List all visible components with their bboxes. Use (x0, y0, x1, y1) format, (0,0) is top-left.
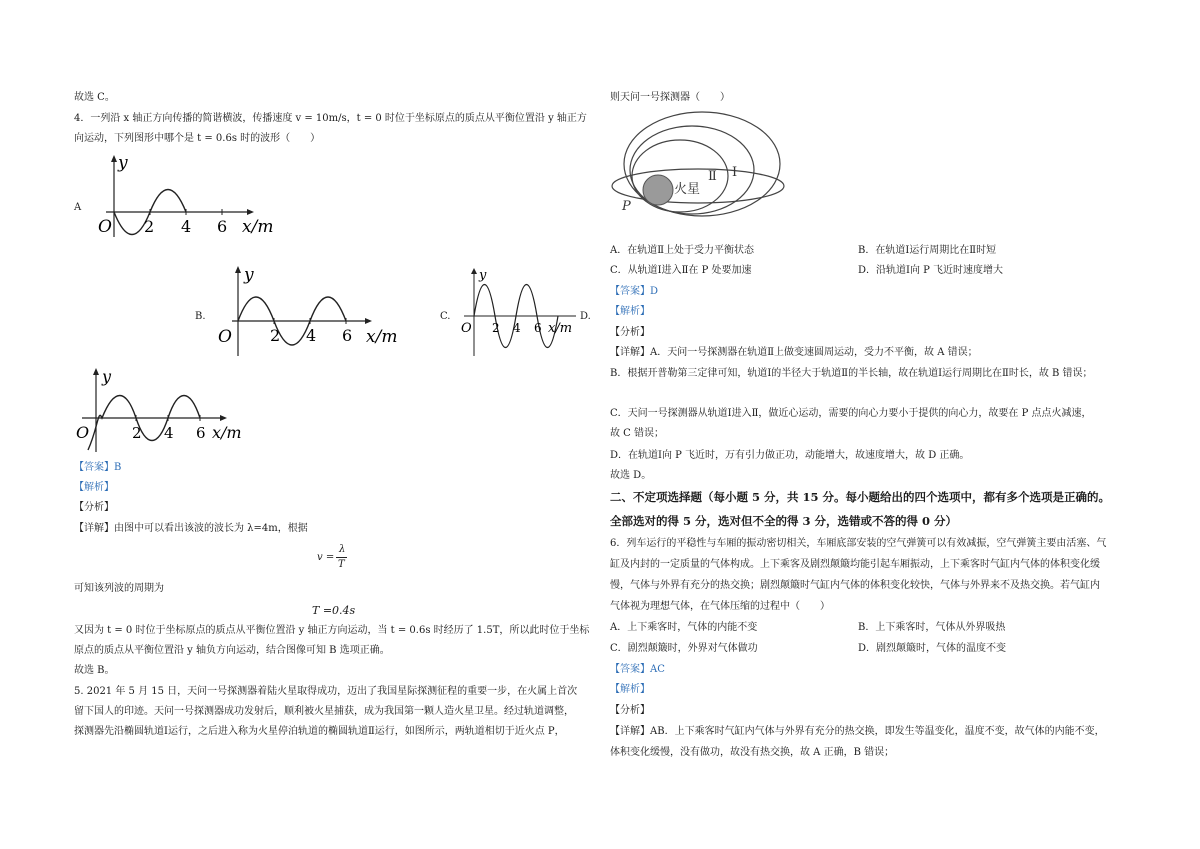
text-line: 故选 C。 (74, 92, 115, 103)
tick-label: 6 (217, 217, 228, 236)
option-d: D．剧烈颠簸时，气体的温度不变 (858, 643, 1007, 654)
axis-x-label: x/m (366, 327, 398, 347)
axis-y-label: y (244, 265, 254, 285)
origin-label: O (76, 423, 90, 442)
mars-label: 火星 (674, 182, 701, 197)
option-b: B．在轨道Ⅰ运行周期比在Ⅱ时短 (858, 245, 997, 256)
wave-graph-a (86, 152, 291, 244)
section-heading: 全部选对的得 5 分，选对但不全的得 3 分，选错或不答的得 0 分） (610, 514, 958, 528)
question-6-text: 缸及内封的一定质量的气体构成。上下乘客及剧烈颠簸均能引起车厢振动，上下乘客时气缸内气体的体积变化缓 (610, 559, 1100, 570)
text-line: 可知该列波的周期为 (74, 583, 164, 594)
option-a-label: A (74, 202, 82, 213)
answer-tag: 【答案】AC (610, 664, 665, 675)
question-5-text: 5. 2021 年 5 月 15 日，天问一号探测器着陆火星取得成功，迈出了我国星际探测征程的重要一步，在火属上首次 (74, 686, 578, 697)
text-line: 故选 B。 (74, 665, 115, 676)
axis-y-label: y (118, 153, 128, 173)
tick-label: 4 (306, 326, 317, 345)
tick-label: 2 (492, 321, 500, 335)
option-a: A．上下乘客时，气体的内能不变 (610, 622, 758, 633)
answer-tag: 【答案】B (74, 462, 122, 473)
detail-text: 又因为 t = 0 时位于坐标原点的质点从平衡位置沿 y 轴正方向运动，当 t = 0.6s 时经历了 1.5T，所以此时位于坐标 (74, 625, 590, 636)
tick-label: 2 (270, 326, 281, 345)
question-4-text: 4．一列沿 x 轴正方向传播的简谐横波，传播速度 v = 10m/s，t = 0 时位于坐标原点的质点从平衡位置沿 y 轴正方 (74, 113, 587, 124)
question-6-text: 6．列车运行的平稳性与车厢的振动密切相关，车厢底部安装的空气弹簧可以有效减振，空气弹簧主要由活塞、气 (610, 538, 1107, 549)
fenxi-tag: 【分析】 (74, 502, 114, 513)
wave-graph-b (214, 264, 409, 359)
text-line: 故选 D。 (610, 470, 652, 481)
analysis-tag: 【解析】 (74, 482, 114, 493)
tick-label: 6 (196, 424, 206, 442)
answer-tag: 【答案】D (610, 286, 659, 297)
analysis-tag: 【解析】 (610, 306, 650, 317)
period-value: T =0.4s (312, 604, 356, 617)
detail-text: B．根据开普勒第三定律可知，轨道Ⅰ的半径大于轨道Ⅱ的半长轴，故在轨道Ⅰ运行周期比在Ⅱ时长，故 B 错误； (610, 368, 1093, 379)
tick-label: 4 (164, 424, 174, 442)
tick-label: 4 (181, 217, 192, 236)
option-a: A．在轨道Ⅱ上处于受力平衡状态 (610, 245, 755, 256)
question-6-text: 慢，气体与外界有充分的热交换；剧烈颠簸时气缸内气体的体积变化较快，气体与外界来不及热交换。若气缸内 (610, 580, 1100, 591)
question-6-text: 气体视为理想气体，在气体压缩的过程中（ ） (610, 601, 830, 612)
detail-text: C．天问一号探测器从轨道Ⅰ进入Ⅱ，做近心运动，需要的向心力要小于提供的向心力，故要在 P 点点火减速， (610, 408, 1092, 419)
option-d-label: D. (580, 311, 591, 322)
question-5-text: 探测器先沿椭圆轨道Ⅰ运行，之后进入称为火星停泊轨道的椭圆轨道Ⅱ运行，如图所示，两轨道相切于近火点 P， (74, 726, 565, 737)
detail-text: 故 C 错误； (610, 428, 665, 439)
analysis-tag: 【解析】 (610, 684, 650, 695)
origin-label: O (218, 327, 232, 347)
tick-label: 4 (513, 321, 521, 335)
text-line: 则天问一号探测器（ ） (610, 92, 730, 103)
option-d: D．沿轨道Ⅰ向 P 飞近时速度增大 (858, 265, 1004, 276)
option-c: C．从轨道Ⅰ进入Ⅱ在 P 处要加速 (610, 265, 752, 276)
orbit-1-label: Ⅰ (732, 165, 738, 180)
option-c-label: C. (440, 311, 451, 322)
option-b: B．上下乘客时，气体从外界吸热 (858, 622, 1006, 633)
axis-x-label: x/m (242, 217, 274, 237)
detail-text: 【详解】AB．上下乘客时气缸内气体与外界有充分的热交换，即发生等温变化，温度不变，故气体的内能不变， (610, 726, 1105, 737)
detail-text: D．在轨道Ⅰ向 P 飞近时，万有引力做正功，动能增大，故速度增大，故 D 正确。 (610, 450, 970, 461)
fenxi-tag: 【分析】 (610, 705, 650, 716)
axis-x-label: x/m (548, 321, 573, 336)
origin-label: O (98, 217, 112, 237)
question-4-text: 向运动，下列图形中哪个是 t = 0.6s 时的波形（ ） (74, 133, 321, 144)
detail-text: 【详解】A．天问一号探测器在轨道Ⅱ上做变速圆周运动，受力不平衡，故 A 错误； (610, 347, 978, 358)
detail-text: 体积变化缓慢，没有做功，故没有热交换，故 A 正确，B 错误； (610, 747, 895, 758)
wave-graph-c (458, 266, 578, 358)
mars-sphere (643, 175, 673, 205)
orbit-2-label: Ⅱ (708, 169, 717, 184)
point-p-label: P (622, 199, 631, 214)
tick-label: 2 (132, 424, 142, 442)
tick-label: 2 (144, 217, 155, 236)
tick-label: 6 (342, 326, 353, 345)
fenxi-tag: 【分析】 (610, 327, 650, 338)
detail-text: 原点的质点从平衡位置沿 y 轴负方向运动，结合图像可知 B 选项正确。 (74, 645, 390, 656)
axis-y-label: y (102, 367, 112, 386)
option-b-label: B. (195, 311, 206, 322)
axis-x-label: x/m (212, 423, 242, 442)
question-5-text: 留下国人的印迹。天问一号探测器成功发射后，顺利被火星捕获，成为我国第一颗人造火星卫星。经过轨道调整， (74, 706, 574, 717)
option-c: C．剧烈颠簸时，外界对气体做功 (610, 643, 758, 654)
tick-label: 6 (534, 321, 542, 335)
origin-label: O (461, 321, 472, 336)
section-heading: 二、不定项选择题（每小题 5 分，共 15 分。每小题给出的四个选项中，都有多个选项是正确的。 (610, 490, 1111, 504)
wave-graph-d (74, 366, 244, 456)
axis-y-label: y (479, 268, 487, 283)
orbit-diagram (610, 110, 790, 220)
detail-text: 【详解】由图中可以看出该波的波长为 λ=4m，根据 (74, 523, 308, 534)
